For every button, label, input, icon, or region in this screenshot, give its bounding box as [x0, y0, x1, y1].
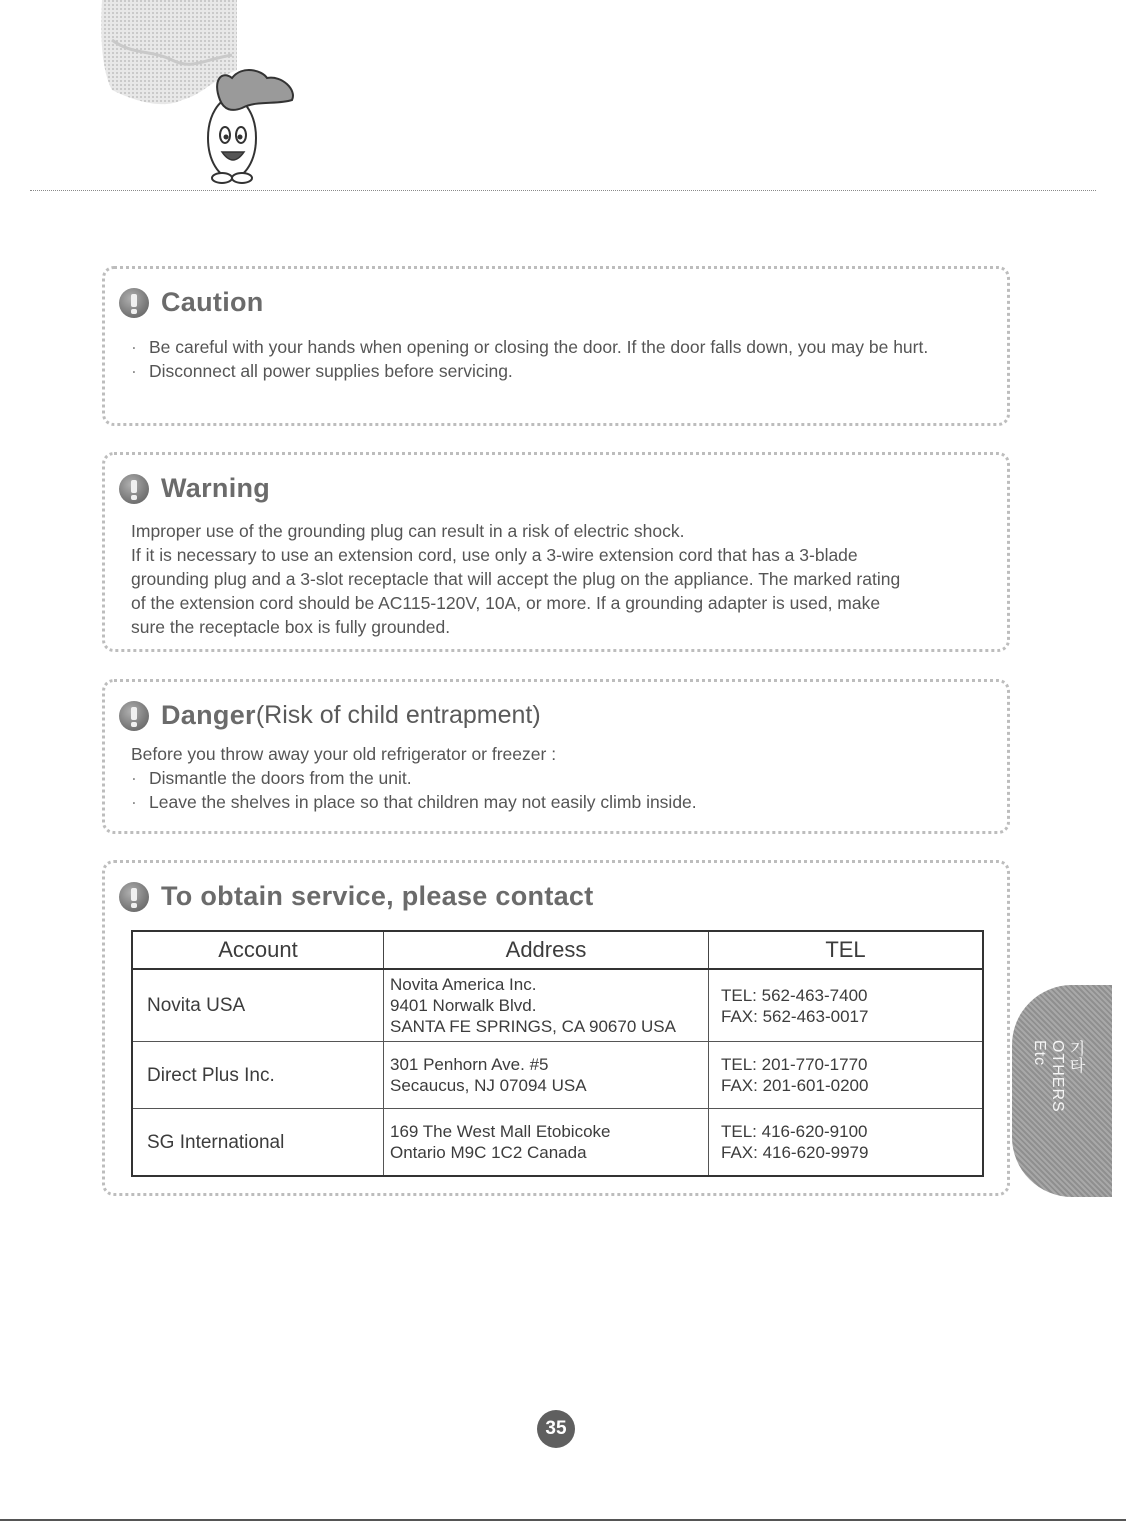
column-header-address: Address — [384, 931, 709, 969]
warning-line: sure the receptacle box is fully grounded. — [131, 617, 451, 637]
danger-subtitle: (Risk of child entrapment) — [255, 701, 541, 729]
danger-title: Danger — [161, 700, 256, 730]
page-number: 35 — [537, 1410, 575, 1448]
caution-bullet: · Disconnect all power supplies before servicing. — [131, 361, 513, 381]
footer-divider — [0, 1519, 1126, 1521]
service-box — [102, 860, 1010, 1196]
table-row — [132, 1109, 983, 1177]
service-heading — [119, 881, 594, 912]
caution-box — [102, 266, 1010, 426]
address-cell: Novita America Inc. 9401 Norwalk Blvd. SANTA FE SPRINGS, CA 90670 USA — [384, 969, 709, 1042]
danger-bullet: · Leave the shelves in place so that children may not easily climb inside. — [131, 792, 697, 812]
caution-bullet: · Be careful with your hands when opening or closing the door. If the door falls down, you may be hurt. — [131, 337, 929, 357]
warning-title: Warning — [161, 473, 271, 503]
section-tab-label: 기타 OTHERS Etc — [1031, 1040, 1084, 1113]
service-contact-table — [131, 930, 984, 1177]
service-title: To obtain service, please contact — [161, 881, 594, 911]
warning-heading — [119, 473, 270, 504]
danger-bullet: · Dismantle the doors from the unit. — [131, 768, 412, 788]
tel-cell: TEL: 416-620-9100 FAX: 416-620-9979 — [709, 1109, 984, 1177]
mascot-illustration — [92, 0, 312, 185]
exclamation-icon — [119, 474, 149, 504]
danger-heading — [119, 700, 541, 731]
warning-line: grounding plug and a 3-slot receptacle that will accept the plug on the appliance. The marked rating — [131, 569, 901, 589]
address-cell: 301 Penhorn Ave. #5 Secaucus, NJ 07094 USA — [384, 1042, 709, 1109]
danger-box — [102, 679, 1010, 834]
caution-body — [131, 335, 989, 383]
tel-cell: TEL: 201-770-1770 FAX: 201-601-0200 — [709, 1042, 984, 1109]
table-row — [132, 969, 983, 1042]
table-header-row — [132, 931, 983, 969]
warning-line: Improper use of the grounding plug can result in a risk of electric shock. — [131, 521, 685, 541]
header-divider — [30, 190, 1096, 191]
table-row — [132, 1042, 983, 1109]
danger-body — [131, 742, 989, 814]
warning-line: of the extension cord should be AC115-120V, 10A, or more. If a grounding adapter is used, make — [131, 593, 881, 613]
account-cell: Direct Plus Inc. — [132, 1042, 384, 1109]
column-header-account: Account — [132, 931, 384, 969]
exclamation-icon — [119, 288, 149, 318]
warning-line: If it is necessary to use an extension cord, use only a 3-wire extension cord that has a 3-blade — [131, 545, 858, 565]
column-header-tel: TEL — [709, 931, 984, 969]
exclamation-icon — [119, 701, 149, 731]
warning-box — [102, 452, 1010, 652]
caution-title: Caution — [161, 287, 264, 317]
exclamation-icon — [119, 882, 149, 912]
address-cell: 169 The West Mall Etobicoke Ontario M9C 1C2 Canada — [384, 1109, 709, 1177]
caution-heading — [119, 287, 264, 318]
account-cell: SG International — [132, 1109, 384, 1177]
account-cell: Novita USA — [132, 969, 384, 1042]
danger-intro: Before you throw away your old refrigerator or freezer : — [131, 744, 557, 764]
warning-body — [131, 519, 989, 639]
tel-cell: TEL: 562-463-7400 FAX: 562-463-0017 — [709, 969, 984, 1042]
